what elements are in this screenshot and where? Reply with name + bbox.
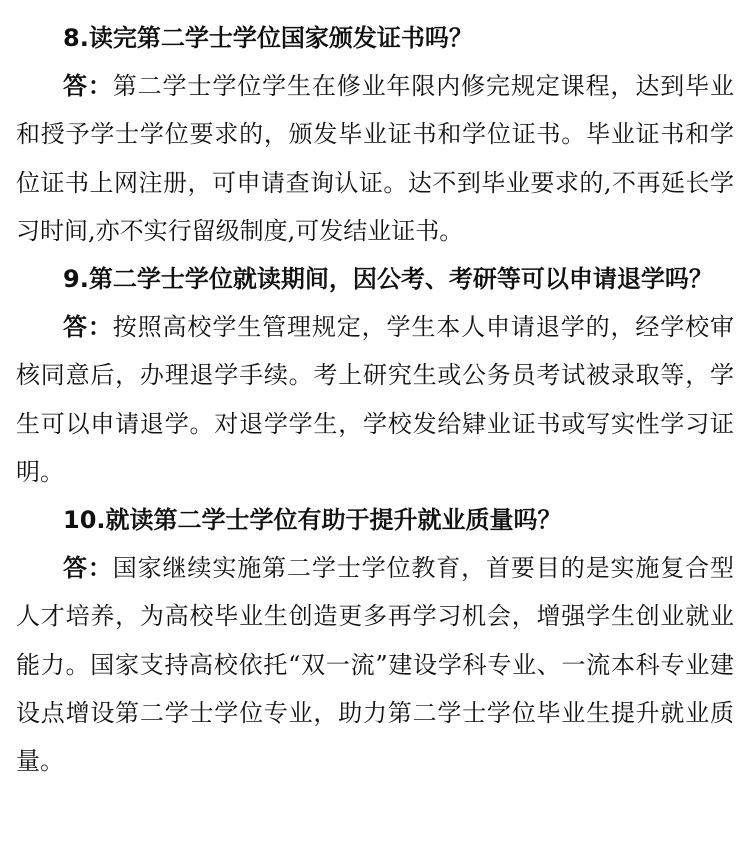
qa-item-8 [16, 14, 734, 255]
answer-text: 第二学士学位学生在修业年限内修完规定课程，达到毕业和授予学士学位要求的，颁发毕业证书和学位证书。毕业证书和学位证书上网注册，可申请查询认证。达不到毕业要求的,不再延长学习时间,亦不实行留级制度,可发结业证书。 [16, 72, 735, 245]
answer-label: 答： [63, 554, 113, 583]
qa-item-9 [16, 255, 734, 496]
answer-label: 答： [63, 313, 113, 342]
question-heading: 8.读完第二学士学位国家颁发证书吗？ [63, 24, 473, 52]
answer-text: 国家继续实施第二学士学位教育，首要目的是实施复合型人才培养，为高校毕业生创造更多再学习机会，增强学生创业就业能力。国家支持高校依托“双一流”建设学科专业、一流本科专业建设点增设第二学士学位专业，助力第二学士学位毕业生提升就业质量。 [16, 554, 735, 776]
answer-paragraph [16, 303, 734, 496]
answer-paragraph [16, 544, 734, 785]
answer-text: 按照高校学生管理规定，学生本人申请退学的，经学校审核同意后，办理退学手续。考上研究生或公务员考试被录取等，学生可以申请退学。对退学学生，学校发给肄业证书或写实性学习证明。 [16, 313, 735, 486]
question-heading: 10.就读第二学士学位有助于提升就业质量吗？ [63, 506, 562, 535]
qa-item-10 [16, 496, 734, 785]
answer-label: 答： [63, 72, 113, 101]
answer-paragraph [16, 62, 734, 255]
question-heading: 9.第二学士学位就读期间，因公考、考研等可以申请退学吗？ [63, 265, 713, 294]
